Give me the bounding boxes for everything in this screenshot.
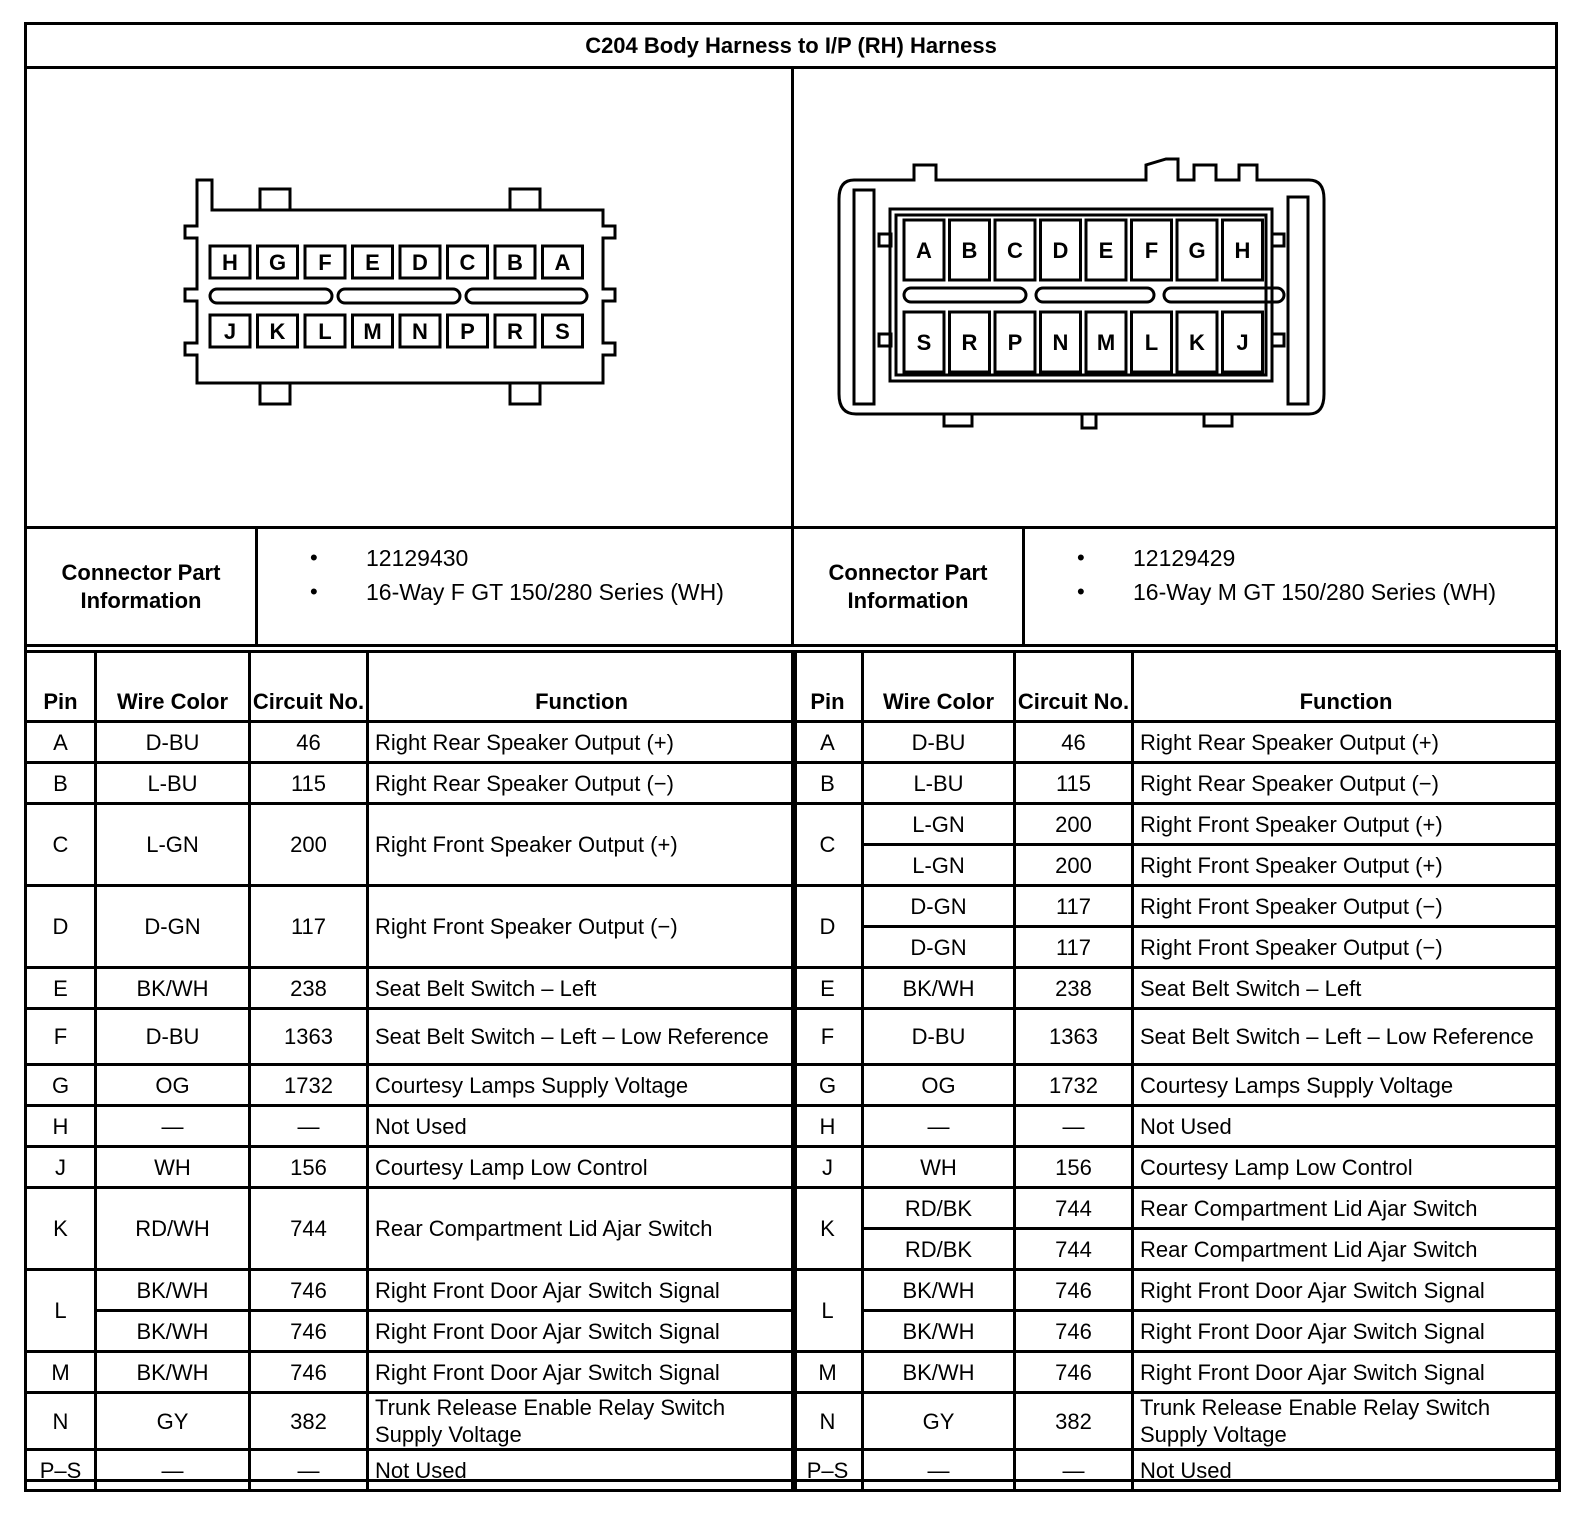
function-cell: Seat Belt Switch – Left – Low Reference xyxy=(1133,1009,1560,1065)
key-rib xyxy=(338,289,460,303)
circuit-cell: 746 xyxy=(1015,1311,1133,1352)
wire-color-cell: L-BU xyxy=(863,763,1015,804)
wire-color-cell: RD/BK xyxy=(863,1188,1015,1229)
tab xyxy=(1272,234,1284,246)
function-cell: Right Front Speaker Output (−) xyxy=(368,886,796,968)
table-row xyxy=(793,1147,1560,1188)
pin-label: N xyxy=(412,319,428,344)
wire-color-cell: — xyxy=(96,1106,250,1147)
function-cell: Seat Belt Switch – Left xyxy=(368,968,796,1009)
wire-color-cell: L-GN xyxy=(863,845,1015,886)
pin-label: A xyxy=(916,238,932,263)
function-cell: Courtesy Lamps Supply Voltage xyxy=(368,1065,796,1106)
circuit-cell: 117 xyxy=(250,886,368,968)
wire-color-cell: BK/WH xyxy=(96,1311,250,1352)
pin-label: R xyxy=(961,330,978,355)
left-connector-info xyxy=(27,529,794,647)
key-rib xyxy=(466,289,587,303)
wire-color-cell: D-BU xyxy=(96,722,250,763)
table-row xyxy=(793,886,1560,927)
function-cell: Right Front Door Ajar Switch Signal xyxy=(368,1270,796,1311)
wire-color-cell: BK/WH xyxy=(96,1352,250,1393)
pin-cell: P–S xyxy=(793,1450,863,1491)
pin-label: D xyxy=(412,250,428,275)
wire-color-cell: D-BU xyxy=(863,1009,1015,1065)
page-title: C204 Body Harness to I/P (RH) Harness xyxy=(27,25,1555,69)
latch xyxy=(510,189,540,210)
function-cell: Right Front Speaker Output (+) xyxy=(1133,804,1560,845)
circuit-cell: 238 xyxy=(1015,968,1133,1009)
table-row xyxy=(793,722,1560,763)
circuit-cell: 117 xyxy=(1015,927,1133,968)
pin-cell: G xyxy=(26,1065,96,1106)
function-cell: Seat Belt Switch – Left xyxy=(1133,968,1560,1009)
pin-label: F xyxy=(318,250,332,275)
circuit-cell: — xyxy=(250,1450,368,1491)
left-pin-table xyxy=(24,650,797,1492)
side-rail xyxy=(1288,197,1308,404)
connector-diagrams xyxy=(27,69,1555,529)
circuit-cell: 200 xyxy=(1015,845,1133,886)
table-row xyxy=(793,1270,1560,1311)
latch xyxy=(260,383,290,404)
wire-color-cell: BK/WH xyxy=(863,968,1015,1009)
right-info-label: Connector Part Information xyxy=(794,529,1025,644)
circuit-cell: 1732 xyxy=(1015,1065,1133,1106)
wire-color-cell: BK/WH xyxy=(96,1270,250,1311)
table-row xyxy=(26,722,796,763)
wire-color-cell: BK/WH xyxy=(863,1311,1015,1352)
pin-cell: L xyxy=(26,1270,96,1352)
table-row xyxy=(26,1450,796,1491)
circuit-cell: 1363 xyxy=(250,1009,368,1065)
function-cell: Not Used xyxy=(368,1450,796,1491)
circuit-cell: 117 xyxy=(1015,886,1133,927)
wire-color-cell: L-GN xyxy=(96,804,250,886)
pin-label: S xyxy=(555,319,570,344)
pin-label: K xyxy=(269,319,286,344)
pin-label: G xyxy=(268,250,287,275)
table-row xyxy=(26,886,796,968)
key-rib xyxy=(904,288,1026,302)
circuit-cell: 1363 xyxy=(1015,1009,1133,1065)
function-cell: Right Rear Speaker Output (−) xyxy=(1133,763,1560,804)
circuit-cell: 46 xyxy=(1015,722,1133,763)
wire-color-cell: BK/WH xyxy=(863,1352,1015,1393)
circuit-cell: 746 xyxy=(1015,1270,1133,1311)
header-wire-color: Wire Color xyxy=(96,652,250,722)
right-info-list xyxy=(1025,529,1555,644)
pin-cell: A xyxy=(26,722,96,763)
function-cell: Trunk Release Enable Relay Switch Supply Voltage xyxy=(368,1393,796,1450)
right-connector-info xyxy=(794,529,1555,647)
wire-color-cell: WH xyxy=(863,1147,1015,1188)
pin-label: B xyxy=(507,250,523,275)
pin-label: B xyxy=(961,238,978,263)
pin-label: E xyxy=(1098,238,1114,263)
pin-cell: B xyxy=(26,763,96,804)
pin-cell: M xyxy=(26,1352,96,1393)
wire-color-cell: D-GN xyxy=(96,886,250,968)
pin-cell: E xyxy=(793,968,863,1009)
pin-label: J xyxy=(1236,330,1249,355)
function-cell: Right Front Speaker Output (+) xyxy=(368,804,796,886)
table-row xyxy=(26,1009,796,1065)
pin-cell: D xyxy=(26,886,96,968)
table-row xyxy=(26,1065,796,1106)
pin-label: M xyxy=(363,319,382,344)
pin-label: C xyxy=(459,250,476,275)
wire-color-cell: D-BU xyxy=(96,1009,250,1065)
pin-label: E xyxy=(365,250,380,275)
wire-color-cell: D-GN xyxy=(863,927,1015,968)
pin-label: H xyxy=(1234,238,1251,263)
pin-cell: N xyxy=(793,1393,863,1450)
pin-label: H xyxy=(222,250,238,275)
table-row xyxy=(793,1450,1560,1491)
wire-color-cell: — xyxy=(863,1106,1015,1147)
pin-cell: F xyxy=(26,1009,96,1065)
circuit-cell: 746 xyxy=(250,1270,368,1311)
function-cell: Right Front Door Ajar Switch Signal xyxy=(368,1352,796,1393)
pin-label: L xyxy=(318,319,332,344)
right-header-row xyxy=(793,652,1560,722)
table-row xyxy=(26,1270,796,1311)
circuit-cell: 746 xyxy=(250,1352,368,1393)
latch xyxy=(1082,414,1096,428)
pin-cell: L xyxy=(793,1270,863,1352)
table-row xyxy=(793,763,1560,804)
circuit-cell: 115 xyxy=(1015,763,1133,804)
pin-label: F xyxy=(1144,238,1159,263)
circuit-cell: 200 xyxy=(1015,804,1133,845)
pin-cell: C xyxy=(793,804,863,886)
circuit-cell: 744 xyxy=(1015,1229,1133,1270)
function-cell: Right Rear Speaker Output (−) xyxy=(368,763,796,804)
wire-color-cell: OG xyxy=(863,1065,1015,1106)
function-cell: Right Rear Speaker Output (+) xyxy=(368,722,796,763)
table-row xyxy=(26,1311,796,1352)
function-cell: Not Used xyxy=(368,1106,796,1147)
pin-cell: H xyxy=(793,1106,863,1147)
header-pin: Pin xyxy=(793,652,863,722)
pin-cell: J xyxy=(793,1147,863,1188)
table-row xyxy=(26,1106,796,1147)
wire-color-cell: GY xyxy=(96,1393,250,1450)
left-header-row xyxy=(26,652,796,722)
left-connector-diagram xyxy=(27,69,791,526)
table-row xyxy=(793,1311,1560,1352)
circuit-cell: 382 xyxy=(1015,1393,1133,1450)
function-cell: Seat Belt Switch – Left – Low Reference xyxy=(368,1009,796,1065)
pin-label: J xyxy=(223,319,237,344)
right-connector-diagram xyxy=(794,69,1555,526)
wire-color-cell: RD/BK xyxy=(863,1229,1015,1270)
table-row xyxy=(26,763,796,804)
circuit-cell: 1732 xyxy=(250,1065,368,1106)
table-row xyxy=(26,804,796,886)
function-cell: Courtesy Lamp Low Control xyxy=(1133,1147,1560,1188)
table-row xyxy=(793,1065,1560,1106)
wire-color-cell: L-BU xyxy=(96,763,250,804)
pin-cell: A xyxy=(793,722,863,763)
circuit-cell: 744 xyxy=(1015,1188,1133,1229)
header-circuit: Circuit No. xyxy=(250,652,368,722)
pin-label: S xyxy=(916,330,932,355)
pin-label: A xyxy=(554,250,571,275)
header-circuit: Circuit No. xyxy=(1015,652,1133,722)
wire-color-cell: OG xyxy=(96,1065,250,1106)
table-row xyxy=(793,1393,1560,1450)
function-cell: Rear Compartment Lid Ajar Switch xyxy=(368,1188,796,1270)
pin-cell: D xyxy=(793,886,863,968)
function-cell: Right Rear Speaker Output (+) xyxy=(1133,722,1560,763)
function-cell: Not Used xyxy=(1133,1106,1560,1147)
pin-cell: G xyxy=(793,1065,863,1106)
table-row xyxy=(793,1352,1560,1393)
table-row xyxy=(793,845,1560,886)
wire-color-cell: — xyxy=(863,1450,1015,1491)
header-function: Function xyxy=(1133,652,1560,722)
pin-cell: C xyxy=(26,804,96,886)
circuit-cell: 238 xyxy=(250,968,368,1009)
table-row xyxy=(793,968,1560,1009)
function-cell: Right Front Speaker Output (−) xyxy=(1133,927,1560,968)
wire-color-cell: BK/WH xyxy=(96,968,250,1009)
pin-label: C xyxy=(1007,238,1023,263)
left-part-description: • 16-Way F GT 150/280 Series (WH) xyxy=(318,575,791,609)
pin-label: D xyxy=(1052,238,1069,263)
pin-cell: J xyxy=(26,1147,96,1188)
table-row xyxy=(793,1106,1560,1147)
pin-cell: H xyxy=(26,1106,96,1147)
latch xyxy=(944,414,972,426)
table-row xyxy=(793,1009,1560,1065)
left-info-label: Connector Part Information xyxy=(27,529,258,644)
header-function: Function xyxy=(368,652,796,722)
pin-label: L xyxy=(1144,330,1159,355)
function-cell: Trunk Release Enable Relay Switch Supply Voltage xyxy=(1133,1393,1560,1450)
pin-cell: M xyxy=(793,1352,863,1393)
side-rail xyxy=(854,190,874,404)
left-info-list xyxy=(258,529,791,644)
wire-color-cell: D-BU xyxy=(863,722,1015,763)
table-row xyxy=(793,1229,1560,1270)
wire-color-cell: — xyxy=(96,1450,250,1491)
wire-color-cell: WH xyxy=(96,1147,250,1188)
wire-color-cell: GY xyxy=(863,1393,1015,1450)
wire-color-cell: D-GN xyxy=(863,886,1015,927)
pin-label: P xyxy=(1007,330,1023,355)
table-row xyxy=(793,804,1560,845)
table-row xyxy=(26,1188,796,1270)
circuit-cell: 115 xyxy=(250,763,368,804)
key-rib xyxy=(210,289,332,303)
latch xyxy=(510,383,540,404)
pin-label: G xyxy=(1188,238,1206,263)
circuit-cell: — xyxy=(1015,1450,1133,1491)
right-part-description: • 16-Way M GT 150/280 Series (WH) xyxy=(1085,575,1555,609)
table-row xyxy=(793,1188,1560,1229)
table-row xyxy=(26,1393,796,1450)
function-cell: Right Front Speaker Output (+) xyxy=(1133,845,1560,886)
function-cell: Right Front Speaker Output (−) xyxy=(1133,886,1560,927)
circuit-cell: 746 xyxy=(1015,1352,1133,1393)
function-cell: Rear Compartment Lid Ajar Switch xyxy=(1133,1229,1560,1270)
pin-label: K xyxy=(1189,330,1205,355)
latch xyxy=(1204,414,1232,426)
circuit-cell: 200 xyxy=(250,804,368,886)
pin-label: N xyxy=(1052,330,1069,355)
table-row xyxy=(26,1352,796,1393)
pin-label: M xyxy=(1096,330,1116,355)
table-row xyxy=(26,968,796,1009)
table-row xyxy=(793,927,1560,968)
header-pin: Pin xyxy=(26,652,96,722)
function-cell: Right Front Door Ajar Switch Signal xyxy=(368,1311,796,1352)
pin-cell: F xyxy=(793,1009,863,1065)
wire-color-cell: RD/WH xyxy=(96,1188,250,1270)
pin-label: R xyxy=(507,319,523,344)
function-cell: Right Front Door Ajar Switch Signal xyxy=(1133,1270,1560,1311)
pin-cell: N xyxy=(26,1393,96,1450)
pin-cell: K xyxy=(26,1188,96,1270)
pin-cell: P–S xyxy=(26,1450,96,1491)
latch xyxy=(260,189,290,210)
circuit-cell: 382 xyxy=(250,1393,368,1450)
function-cell: Courtesy Lamp Low Control xyxy=(368,1147,796,1188)
function-cell: Right Front Door Ajar Switch Signal xyxy=(1133,1352,1560,1393)
header-wire-color: Wire Color xyxy=(863,652,1015,722)
wire-color-cell: L-GN xyxy=(863,804,1015,845)
key-rib xyxy=(1036,288,1154,302)
function-cell: Rear Compartment Lid Ajar Switch xyxy=(1133,1188,1560,1229)
connector-body xyxy=(185,180,615,383)
tab xyxy=(1272,334,1284,346)
pin-cell: B xyxy=(793,763,863,804)
function-cell: Courtesy Lamps Supply Voltage xyxy=(1133,1065,1560,1106)
function-cell: Right Front Door Ajar Switch Signal xyxy=(1133,1311,1560,1352)
pin-cell: K xyxy=(793,1188,863,1270)
circuit-cell: 46 xyxy=(250,722,368,763)
right-part-number: • 12129429 xyxy=(1085,541,1555,575)
circuit-cell: 746 xyxy=(250,1311,368,1352)
connector-document xyxy=(24,22,1558,1482)
table-row xyxy=(26,1147,796,1188)
function-cell: Not Used xyxy=(1133,1450,1560,1491)
circuit-cell: 744 xyxy=(250,1188,368,1270)
circuit-cell: — xyxy=(250,1106,368,1147)
circuit-cell: 156 xyxy=(1015,1147,1133,1188)
right-pin-table xyxy=(791,650,1561,1492)
wire-color-cell: BK/WH xyxy=(863,1270,1015,1311)
left-part-number: • 12129430 xyxy=(318,541,791,575)
circuit-cell: 156 xyxy=(250,1147,368,1188)
pin-label: P xyxy=(460,319,475,344)
pin-cell: E xyxy=(26,968,96,1009)
circuit-cell: — xyxy=(1015,1106,1133,1147)
